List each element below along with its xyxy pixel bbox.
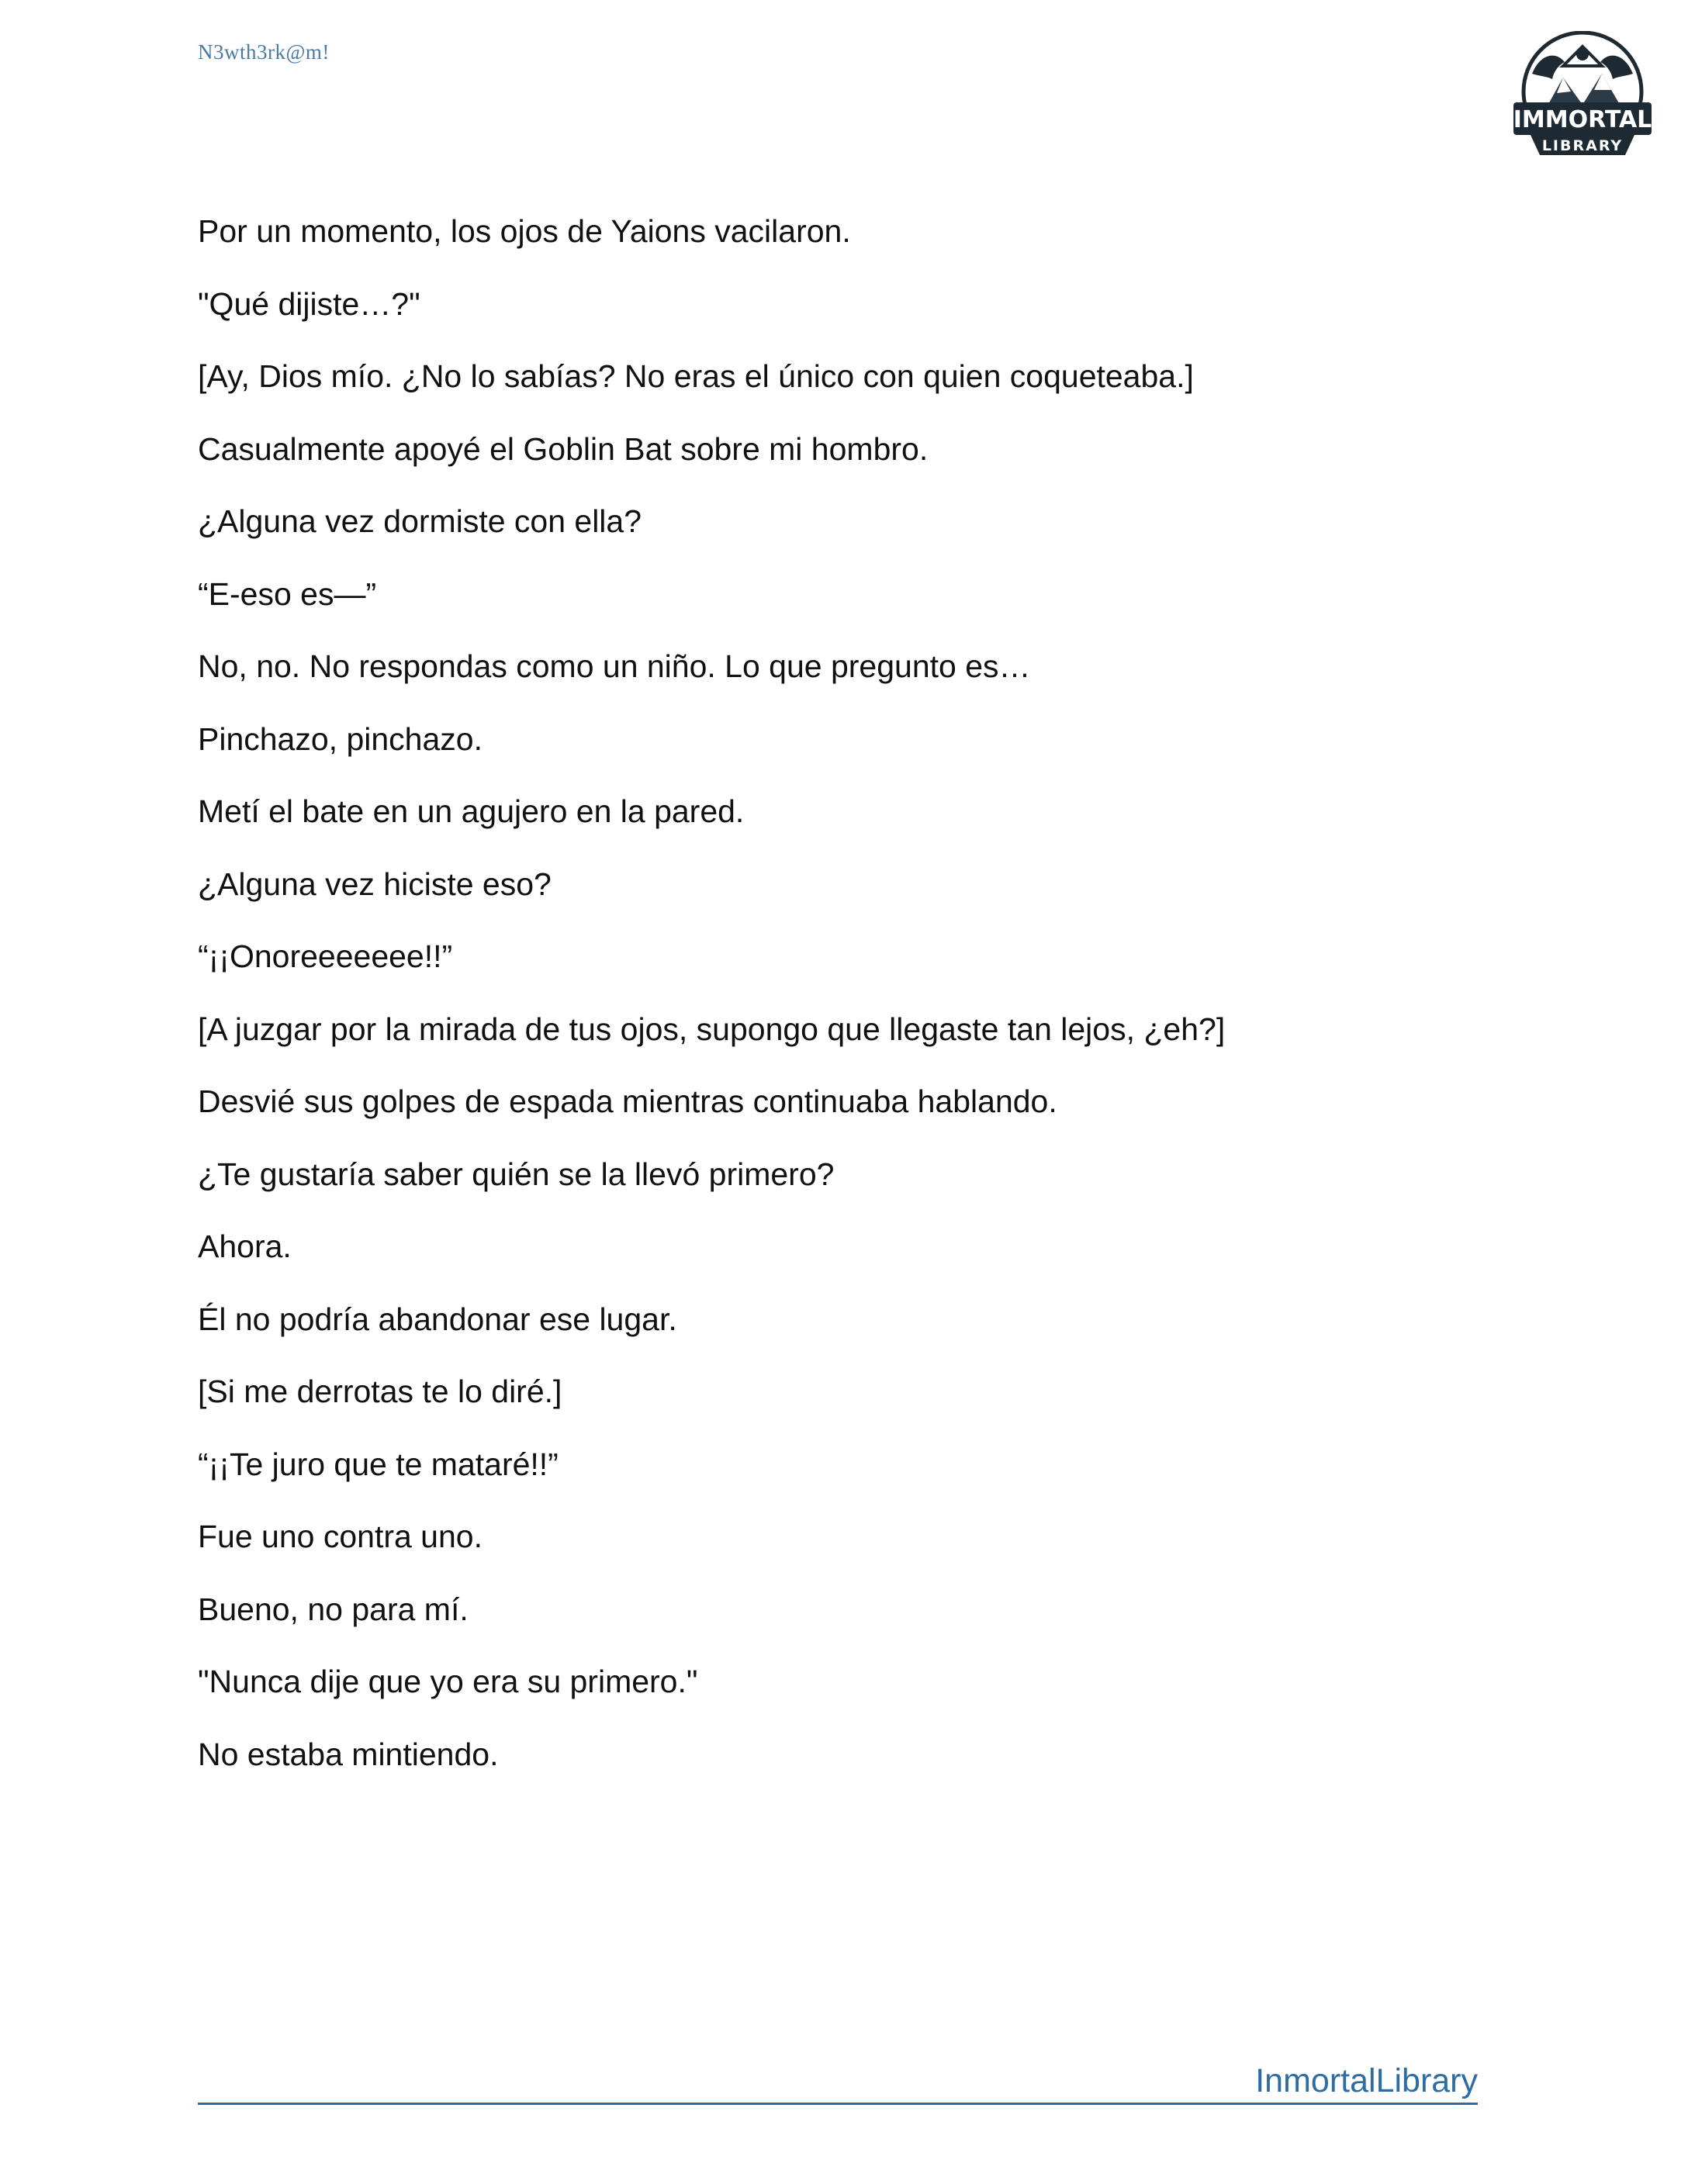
header-note: N3wth3rk@m!	[198, 40, 330, 64]
paragraph: No estaba mintiendo.	[198, 1736, 499, 1772]
paragraph: Metí el bate en un agujero en la pared.	[198, 793, 745, 829]
logo-text-top: IMMORTAL	[1513, 106, 1652, 133]
paragraph: No, no. No respondas como un niño. Lo que pregunto es…	[198, 648, 1031, 684]
paragraph: Bueno, no para mí.	[198, 1591, 469, 1627]
paragraph: Por un momento, los ojos de Yaions vacilaron.	[198, 213, 851, 249]
paragraph: “¡¡Onoreeeeeee!!”	[198, 938, 453, 974]
document-body	[198, 195, 1517, 1791]
paragraph: “¡¡Te juro que te mataré!!”	[198, 1446, 559, 1482]
paragraph: Desvié sus golpes de espada mientras continuaba hablando.	[198, 1083, 1057, 1119]
paragraph: Casualmente apoyé el Goblin Bat sobre mi hombro.	[198, 430, 929, 467]
paragraph: "Nunca dije que yo era su primero."	[198, 1664, 698, 1699]
immortal-library-logo	[1509, 31, 1656, 171]
paragraph: Pinchazo, pinchazo.	[198, 721, 483, 757]
paragraph: ¿Alguna vez dormiste con ella?	[198, 503, 642, 539]
paragraph: Él no podría abandonar ese lugar.	[198, 1301, 677, 1337]
paragraph: “E-eso es—”	[198, 575, 377, 612]
paragraph: Ahora.	[198, 1228, 292, 1264]
paragraph: [Si me derrotas te lo diré.]	[198, 1374, 562, 1409]
footer	[198, 2059, 1478, 2105]
paragraph: [A juzgar por la mirada de tus ojos, supongo que llegaste tan lejos, ¿eh?]	[198, 1011, 1226, 1047]
logo-text-bottom: LIBRARY	[1541, 137, 1624, 154]
paragraph: "Qué dijiste…?"	[198, 285, 420, 322]
paragraph: ¿Alguna vez hiciste eso?	[198, 866, 552, 902]
paragraph: Fue uno contra uno.	[198, 1519, 483, 1554]
paragraph: [Ay, Dios mío. ¿No lo sabías? No eras el único con quien coqueteaba.]	[198, 358, 1194, 394]
footer-link[interactable]: InmortalLibrary	[1255, 2062, 1478, 2099]
paragraph: ¿Te gustaría saber quién se la llevó primero?	[198, 1156, 835, 1192]
